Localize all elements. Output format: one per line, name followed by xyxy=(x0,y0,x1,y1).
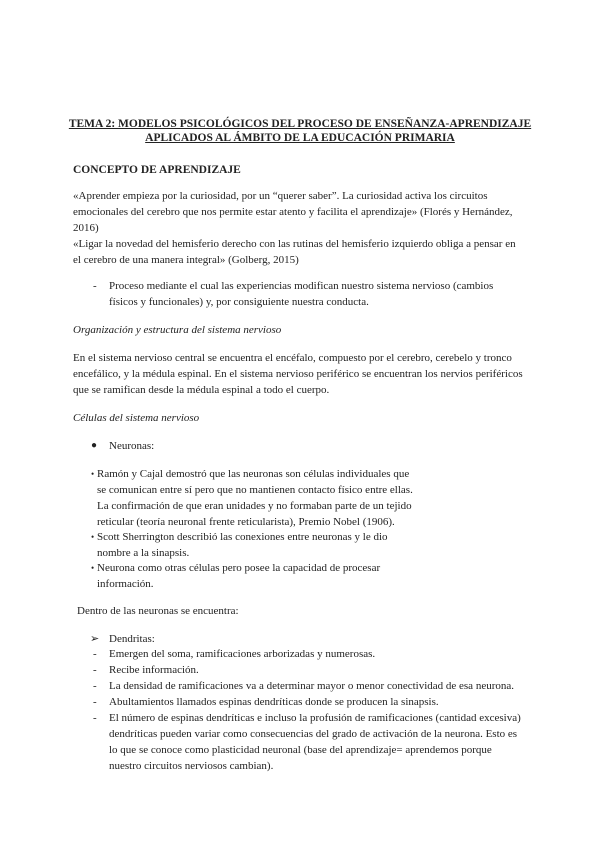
paragraph-line: encefálico, y la médula espinal. En el sistema nervioso periférico se encuentran los nervios periféricos xyxy=(73,368,523,380)
neuron-point-line: reticular (teoría neuronal frente reticularista), Premio Nobel (1906). xyxy=(97,516,395,528)
paragraph-line: En el sistema nervioso central se encuentra el encéfalo, compuesto por el cerebro, cerebelo y tronco xyxy=(73,352,512,364)
dash-item-line: físicos y funcionales) y, por consiguiente nuestra conducta. xyxy=(109,296,369,308)
within-neurons-text: Dentro de las neuronas se encuentra: xyxy=(77,605,239,617)
quote2-line: el cerebro de una manera integral» (Golberg, 2015) xyxy=(73,254,299,266)
subheading-celulas: Células del sistema nervioso xyxy=(73,412,200,424)
dendritas-item: La densidad de ramificaciones va a determinar mayor o menor conectividad de esa neurona. xyxy=(109,680,514,692)
small-bullet: • xyxy=(91,532,95,542)
subheading-organizacion: Organización y estructura del sistema nervioso xyxy=(73,324,282,336)
document-title-line2: APLICADOS AL ÁMBITO DE LA EDUCACIÓN PRIMARIA xyxy=(145,132,455,144)
dash-bullet: - xyxy=(93,664,97,676)
dash-bullet: - xyxy=(93,280,97,292)
dendritas-item: Recibe información. xyxy=(109,664,199,676)
neuron-point-line: información. xyxy=(97,578,154,590)
neuronas-label: Neuronas: xyxy=(109,440,155,452)
quote1-line: «Aprender empieza por la curiosidad, por un “querer saber”. La curiosidad activa los circuitos xyxy=(73,190,488,202)
small-bullet: • xyxy=(91,563,95,573)
quote1-line: 2016) xyxy=(73,222,99,234)
dash-bullet: - xyxy=(93,648,97,660)
neuron-point-line: La confirmación de que eran unidades y no formaban parte de un tejido xyxy=(97,500,412,512)
small-bullet: • xyxy=(91,469,95,479)
dash-bullet: - xyxy=(93,712,97,724)
dash-bullet: - xyxy=(93,680,97,692)
dash-item-line: Proceso mediante el cual las experiencias modifican nuestro sistema nervioso (cambios xyxy=(109,280,494,292)
dash-bullet: - xyxy=(93,696,97,708)
arrow-bullet-icon: ➢ xyxy=(90,633,100,645)
document-title-line1: TEMA 2: MODELOS PSICOLÓGICOS DEL PROCESO DE ENSEÑANZA-APRENDIZAJE xyxy=(68,118,532,130)
dendritas-item: Emergen del soma, ramificaciones arborizadas y numerosas. xyxy=(109,648,376,660)
neuron-point-line: Scott Sherrington describió las conexiones entre neuronas y le dio xyxy=(97,531,388,543)
dendritas-item: lo que se conoce como plasticidad neuronal (base del aprendizaje= aprendemos porque xyxy=(109,744,492,756)
dendritas-item: Abultamientos llamados espinas dendríticas donde se producen la sinapsis. xyxy=(109,696,439,708)
circle-bullet: ● xyxy=(91,440,98,451)
quote2-line: «Ligar la novedad del hemisferio derecho con las rutinas del hemisferio izquierdo obliga a pensar en xyxy=(73,238,516,250)
quote1-line: emocionales del cerebro que nos permite estar atento y facilita el aprendizaje» (Florés y Hernández, xyxy=(73,206,513,218)
neuron-point-line: nombre a la sinapsis. xyxy=(97,547,190,559)
neuron-point-line: se comunican entre sí pero que no mantienen contacto físico entre ellas. xyxy=(97,484,413,496)
dendritas-item: nuestro circuitos nerviosos cambian). xyxy=(109,760,274,772)
dendritas-item: dendríticas pueden variar como consecuencias del grado de activación de la neurona. Esto es xyxy=(109,728,518,740)
neuron-point-line: Neurona como otras células pero posee la capacidad de procesar xyxy=(97,562,381,574)
dendritas-item: El número de espinas dendríticas e incluso la profusión de ramificaciones (cantidad excesiva) xyxy=(109,712,521,724)
neuron-point-line: Ramón y Cajal demostró que las neuronas son células individuales que xyxy=(97,468,410,480)
paragraph-line: que se ramifican desde la médula espinal a todo el cuerpo. xyxy=(73,384,330,396)
section-heading: CONCEPTO DE APRENDIZAJE xyxy=(73,164,241,176)
dendritas-label: Dendritas: xyxy=(109,633,155,645)
